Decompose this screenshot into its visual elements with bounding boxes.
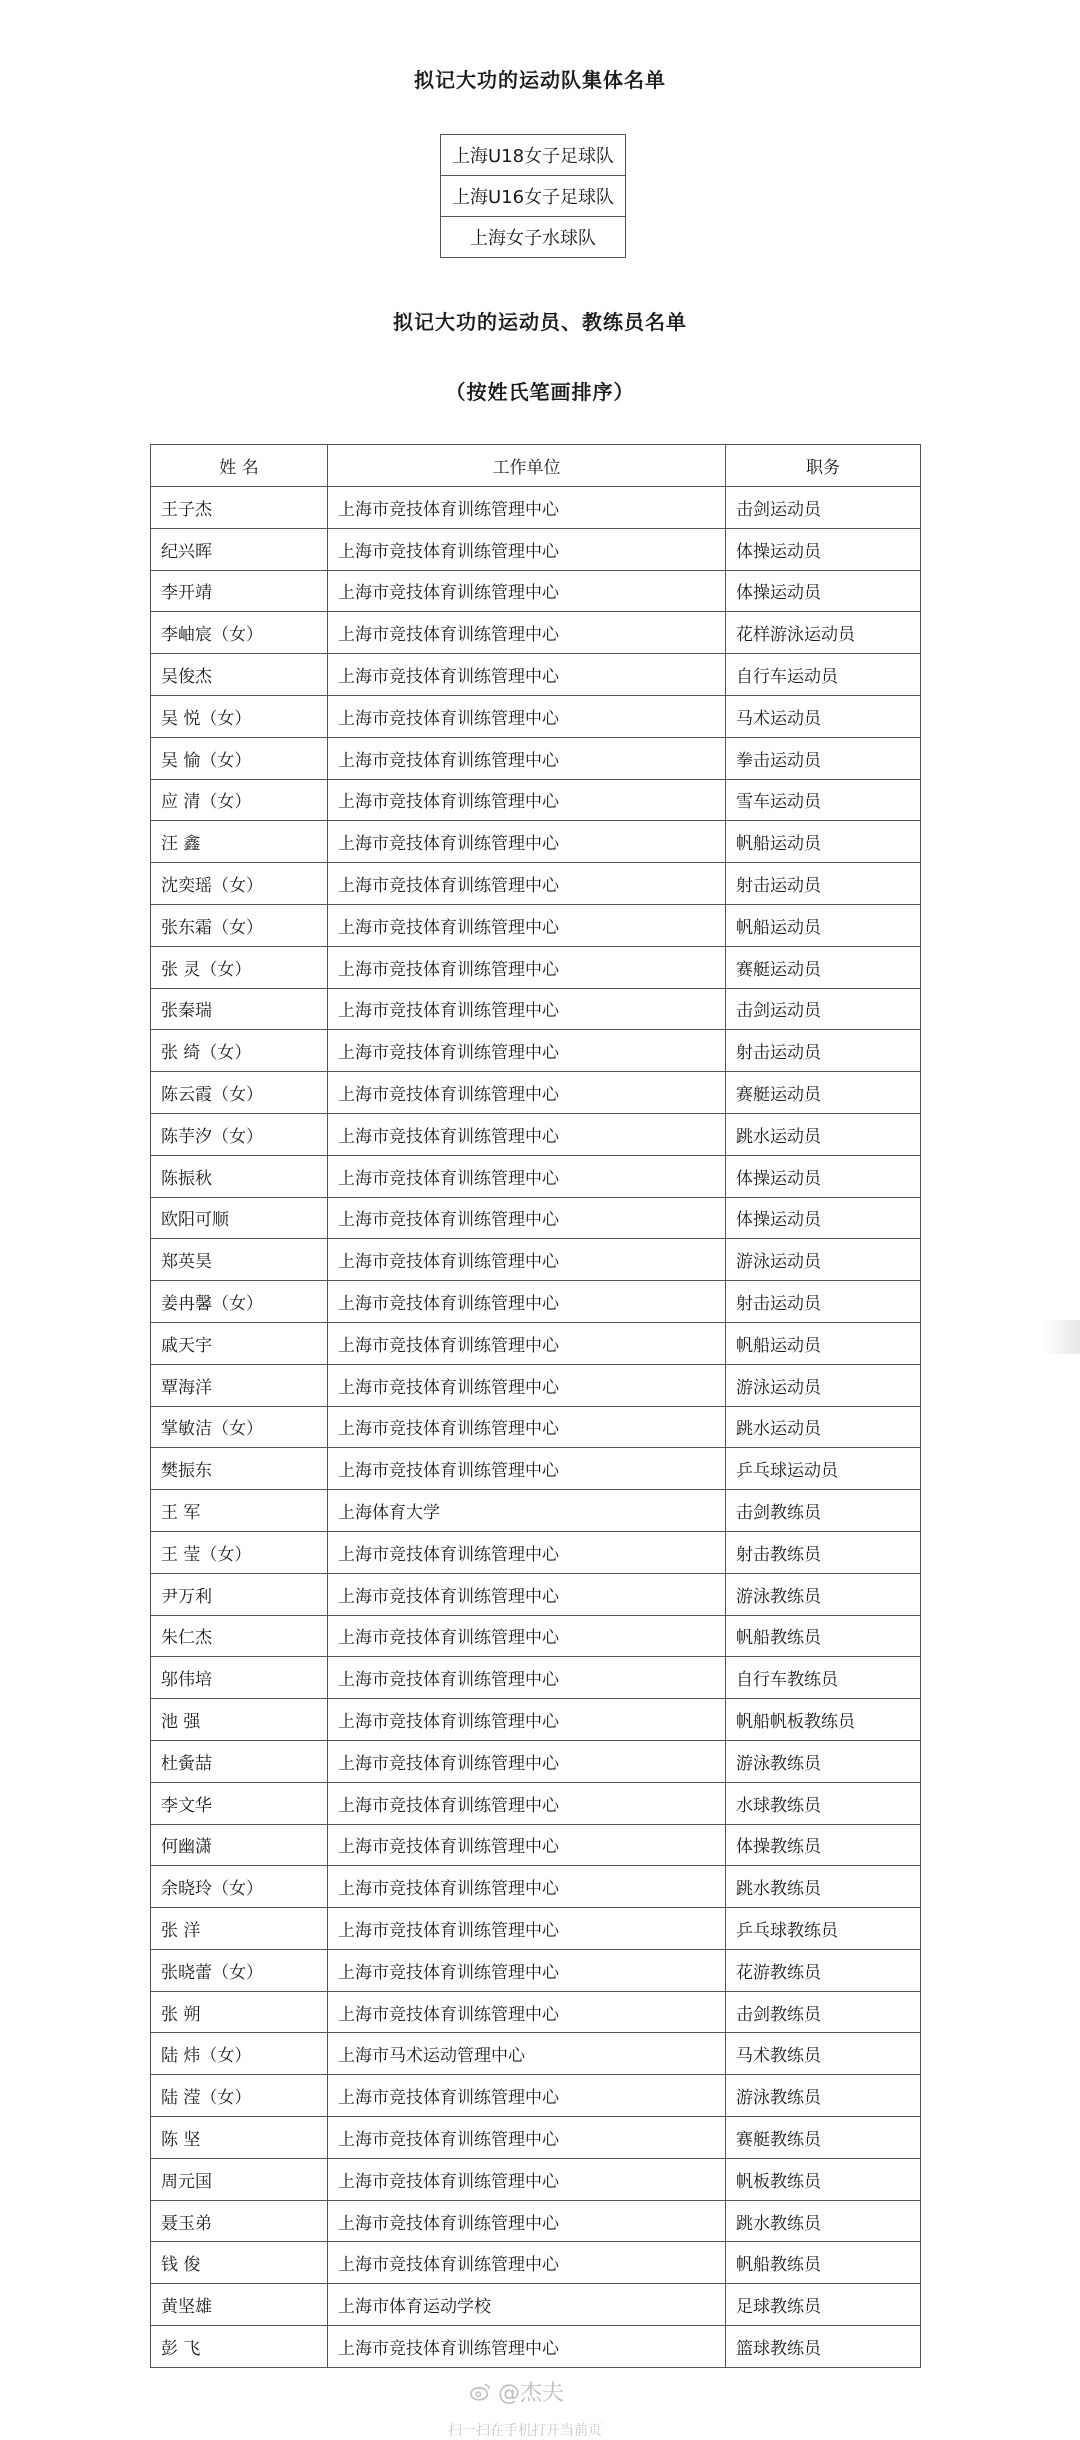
- person-name: 张晓蕾（女）: [151, 1949, 328, 1991]
- team-name: 上海女子水球队: [441, 217, 626, 258]
- position: 赛艇运动员: [726, 946, 921, 988]
- work-unit: 上海市竞技体育训练管理中心: [328, 2075, 726, 2117]
- position: 跳水运动员: [726, 1113, 921, 1155]
- position: 射击运动员: [726, 863, 921, 905]
- work-unit: 上海市竞技体育训练管理中心: [328, 821, 726, 863]
- watermark-handle: @杰夫: [498, 2381, 565, 2406]
- work-unit: 上海市竞技体育训练管理中心: [328, 1908, 726, 1950]
- person-name: 杜夤喆: [151, 1740, 328, 1782]
- person-name: 陆 滢（女）: [151, 2075, 328, 2117]
- table-row: [151, 1322, 921, 1364]
- person-name: 戚天宇: [151, 1322, 328, 1364]
- work-unit: 上海市竞技体育训练管理中心: [328, 2242, 726, 2284]
- person-name: 樊振东: [151, 1448, 328, 1490]
- position: 射击运动员: [726, 1030, 921, 1072]
- person-name: 沈奕瑶（女）: [151, 863, 328, 905]
- table-row: [151, 2075, 921, 2117]
- position: 帆船帆板教练员: [726, 1699, 921, 1741]
- work-unit: 上海市竞技体育训练管理中心: [328, 612, 726, 654]
- position: 帆板教练员: [726, 2158, 921, 2200]
- position: 乒乓球运动员: [726, 1448, 921, 1490]
- position: 跳水教练员: [726, 1866, 921, 1908]
- person-name: 王子杰: [151, 487, 328, 529]
- position: 游泳教练员: [726, 1740, 921, 1782]
- table-row: [151, 1740, 921, 1782]
- position: 足球教练员: [726, 2284, 921, 2326]
- table-row: [151, 1991, 921, 2033]
- work-unit: 上海市竞技体育训练管理中心: [328, 1949, 726, 1991]
- work-unit: 上海市竞技体育训练管理中心: [328, 1239, 726, 1281]
- person-name: 郑英昊: [151, 1239, 328, 1281]
- position: 击剑运动员: [726, 487, 921, 529]
- work-unit: 上海市竞技体育训练管理中心: [328, 1364, 726, 1406]
- table-row: [151, 2284, 921, 2326]
- work-unit: 上海市竞技体育训练管理中心: [328, 1531, 726, 1573]
- person-name: 欧阳可顺: [151, 1197, 328, 1239]
- team-name: 上海U16女子足球队: [441, 176, 626, 217]
- person-name: 朱仁杰: [151, 1615, 328, 1657]
- person-name: 何幽潇: [151, 1824, 328, 1866]
- work-unit: 上海市竞技体育训练管理中心: [328, 988, 726, 1030]
- work-unit: 上海市竞技体育训练管理中心: [328, 2158, 726, 2200]
- person-name: 汪 鑫: [151, 821, 328, 863]
- person-name: 姜冉馨（女）: [151, 1281, 328, 1323]
- work-unit: 上海市竞技体育训练管理中心: [328, 737, 726, 779]
- position: 水球教练员: [726, 1782, 921, 1824]
- work-unit: 上海市竞技体育训练管理中心: [328, 1657, 726, 1699]
- work-unit: 上海市竞技体育训练管理中心: [328, 1866, 726, 1908]
- table-row: [151, 1657, 921, 1699]
- work-unit: 上海市竞技体育训练管理中心: [328, 1573, 726, 1615]
- table-row: [151, 1155, 921, 1197]
- position: 游泳教练员: [726, 1573, 921, 1615]
- position: 赛艇运动员: [726, 1072, 921, 1114]
- teams-title: 拟记大功的运动队集体名单: [414, 68, 666, 92]
- table-row: [151, 1824, 921, 1866]
- table-row: [151, 2200, 921, 2242]
- work-unit: 上海市竞技体育训练管理中心: [328, 1113, 726, 1155]
- work-unit: 上海市马术运动管理中心: [328, 2033, 726, 2075]
- position: 跳水教练员: [726, 2200, 921, 2242]
- work-unit: 上海市竞技体育训练管理中心: [328, 779, 726, 821]
- work-unit: 上海市竞技体育训练管理中心: [328, 1615, 726, 1657]
- person-name: 张东霜（女）: [151, 904, 328, 946]
- work-unit: 上海市竞技体育训练管理中心: [328, 1824, 726, 1866]
- table-row: [151, 1573, 921, 1615]
- work-unit: 上海市竞技体育训练管理中心: [328, 904, 726, 946]
- person-name: 张 灵（女）: [151, 946, 328, 988]
- table-row: [151, 1866, 921, 1908]
- person-name: 吴 悦（女）: [151, 695, 328, 737]
- table-row: [151, 1239, 921, 1281]
- person-name: 吴俊杰: [151, 654, 328, 696]
- table-row: [151, 570, 921, 612]
- position: 体操教练员: [726, 1824, 921, 1866]
- table-row: [151, 1908, 921, 1950]
- position: 帆船运动员: [726, 821, 921, 863]
- header-name: 姓 名: [151, 445, 328, 487]
- position: 体操运动员: [726, 528, 921, 570]
- work-unit: 上海市竞技体育训练管理中心: [328, 1782, 726, 1824]
- weibo-icon: [470, 2381, 492, 2403]
- table-row: [151, 1699, 921, 1741]
- person-name: 覃海洋: [151, 1364, 328, 1406]
- table-row: [151, 737, 921, 779]
- person-name: 李文华: [151, 1782, 328, 1824]
- position: 花游教练员: [726, 1949, 921, 1991]
- table-row: [151, 487, 921, 529]
- table-row: [151, 821, 921, 863]
- table-row: [151, 1448, 921, 1490]
- work-unit: 上海市竞技体育训练管理中心: [328, 946, 726, 988]
- table-row: [151, 1949, 921, 1991]
- person-name: 黄坚雄: [151, 2284, 328, 2326]
- table-row: [151, 1615, 921, 1657]
- person-name: 王 莹（女）: [151, 1531, 328, 1573]
- work-unit: 上海市竞技体育训练管理中心: [328, 2326, 726, 2368]
- table-row: [151, 1197, 921, 1239]
- page-edge-shadow: [1042, 1320, 1080, 1354]
- position: 拳击运动员: [726, 737, 921, 779]
- person-name: 李开靖: [151, 570, 328, 612]
- table-row: [151, 1113, 921, 1155]
- person-name: 陈振秋: [151, 1155, 328, 1197]
- position: 体操运动员: [726, 1197, 921, 1239]
- person-name: 纪兴晖: [151, 528, 328, 570]
- table-row: [151, 2158, 921, 2200]
- work-unit: 上海市竞技体育训练管理中心: [328, 654, 726, 696]
- position: 乒乓球教练员: [726, 1908, 921, 1950]
- position: 自行车运动员: [726, 654, 921, 696]
- table-row: [151, 1406, 921, 1448]
- person-name: 张 洋: [151, 1908, 328, 1950]
- person-name: 吴 愉（女）: [151, 737, 328, 779]
- table-row: [151, 528, 921, 570]
- table-row: [151, 1281, 921, 1323]
- position: 花样游泳运动员: [726, 612, 921, 654]
- person-name: 周元国: [151, 2158, 328, 2200]
- work-unit: 上海市竞技体育训练管理中心: [328, 863, 726, 905]
- table-row: [151, 654, 921, 696]
- person-name: 陈云霞（女）: [151, 1072, 328, 1114]
- position: 帆船教练员: [726, 2242, 921, 2284]
- work-unit: 上海市竞技体育训练管理中心: [328, 1991, 726, 2033]
- roster-header-row: [151, 445, 921, 487]
- work-unit: 上海市体育运动学校: [328, 2284, 726, 2326]
- table-row: [151, 863, 921, 905]
- table-row: [151, 695, 921, 737]
- team-row: [441, 135, 626, 176]
- person-name: 陈芋汐（女）: [151, 1113, 328, 1155]
- person-name: 聂玉弟: [151, 2200, 328, 2242]
- person-name: 掌敏洁（女）: [151, 1406, 328, 1448]
- position: 雪车运动员: [726, 779, 921, 821]
- position: 帆船运动员: [726, 1322, 921, 1364]
- work-unit: 上海市竞技体育训练管理中心: [328, 1281, 726, 1323]
- table-row: [151, 1490, 921, 1532]
- position: 游泳运动员: [726, 1239, 921, 1281]
- work-unit: 上海市竞技体育训练管理中心: [328, 1740, 726, 1782]
- work-unit: 上海市竞技体育训练管理中心: [328, 528, 726, 570]
- teams-table: [440, 134, 626, 258]
- table-row: [151, 1531, 921, 1573]
- position: 赛艇教练员: [726, 2117, 921, 2159]
- person-name: 池 强: [151, 1699, 328, 1741]
- position: 体操运动员: [726, 1155, 921, 1197]
- table-row: [151, 2242, 921, 2284]
- work-unit: 上海市竞技体育训练管理中心: [328, 1030, 726, 1072]
- position: 马术教练员: [726, 2033, 921, 2075]
- person-name: 陈 坚: [151, 2117, 328, 2159]
- position: 篮球教练员: [726, 2326, 921, 2368]
- person-name: 陆 炜（女）: [151, 2033, 328, 2075]
- person-name: 张秦瑞: [151, 988, 328, 1030]
- position: 射击教练员: [726, 1531, 921, 1573]
- person-name: 彭 飞: [151, 2326, 328, 2368]
- position: 射击运动员: [726, 1281, 921, 1323]
- roster-table: [150, 444, 921, 2368]
- work-unit: 上海市竞技体育训练管理中心: [328, 2200, 726, 2242]
- work-unit: 上海市竞技体育训练管理中心: [328, 1448, 726, 1490]
- position: 自行车教练员: [726, 1657, 921, 1699]
- team-row: [441, 176, 626, 217]
- team-row: [441, 217, 626, 258]
- table-row: [151, 904, 921, 946]
- position: 帆船教练员: [726, 1615, 921, 1657]
- table-row: [151, 2117, 921, 2159]
- person-name: 邬伟培: [151, 1657, 328, 1699]
- table-row: [151, 2033, 921, 2075]
- people-subtitle: （按姓氏笔画排序）: [445, 380, 635, 404]
- header-unit: 工作单位: [328, 445, 726, 487]
- table-row: [151, 1364, 921, 1406]
- person-name: 张 朔: [151, 1991, 328, 2033]
- work-unit: 上海市竞技体育训练管理中心: [328, 1072, 726, 1114]
- work-unit: 上海市竞技体育训练管理中心: [328, 487, 726, 529]
- work-unit: 上海市竞技体育训练管理中心: [328, 1322, 726, 1364]
- table-row: [151, 1030, 921, 1072]
- position: 击剑教练员: [726, 1991, 921, 2033]
- person-name: 尹万利: [151, 1573, 328, 1615]
- person-name: 李岫宸（女）: [151, 612, 328, 654]
- watermark-caption: 扫一扫在手机打开当前页: [448, 2423, 602, 2439]
- table-row: [151, 1072, 921, 1114]
- table-row: [151, 612, 921, 654]
- person-name: 王 军: [151, 1490, 328, 1532]
- people-title: 拟记大功的运动员、教练员名单: [393, 310, 687, 334]
- position: 击剑运动员: [726, 988, 921, 1030]
- table-row: [151, 988, 921, 1030]
- position: 帆船运动员: [726, 904, 921, 946]
- position: 游泳运动员: [726, 1364, 921, 1406]
- position: 跳水运动员: [726, 1406, 921, 1448]
- table-row: [151, 946, 921, 988]
- table-row: [151, 1782, 921, 1824]
- work-unit: 上海市竞技体育训练管理中心: [328, 1155, 726, 1197]
- work-unit: 上海市竞技体育训练管理中心: [328, 695, 726, 737]
- position: 马术运动员: [726, 695, 921, 737]
- work-unit: 上海市竞技体育训练管理中心: [328, 1699, 726, 1741]
- position: 游泳教练员: [726, 2075, 921, 2117]
- work-unit: 上海市竞技体育训练管理中心: [328, 1197, 726, 1239]
- person-name: 张 绮（女）: [151, 1030, 328, 1072]
- table-row: [151, 2326, 921, 2368]
- table-row: [151, 779, 921, 821]
- weibo-watermark: [470, 2376, 564, 2407]
- position: 击剑教练员: [726, 1490, 921, 1532]
- person-name: 应 清（女）: [151, 779, 328, 821]
- position: 体操运动员: [726, 570, 921, 612]
- header-role: 职务: [726, 445, 921, 487]
- person-name: 钱 俊: [151, 2242, 328, 2284]
- work-unit: 上海市竞技体育训练管理中心: [328, 1406, 726, 1448]
- work-unit: 上海市竞技体育训练管理中心: [328, 570, 726, 612]
- work-unit: 上海市竞技体育训练管理中心: [328, 2117, 726, 2159]
- person-name: 余晓玲（女）: [151, 1866, 328, 1908]
- work-unit: 上海体育大学: [328, 1490, 726, 1532]
- team-name: 上海U18女子足球队: [441, 135, 626, 176]
